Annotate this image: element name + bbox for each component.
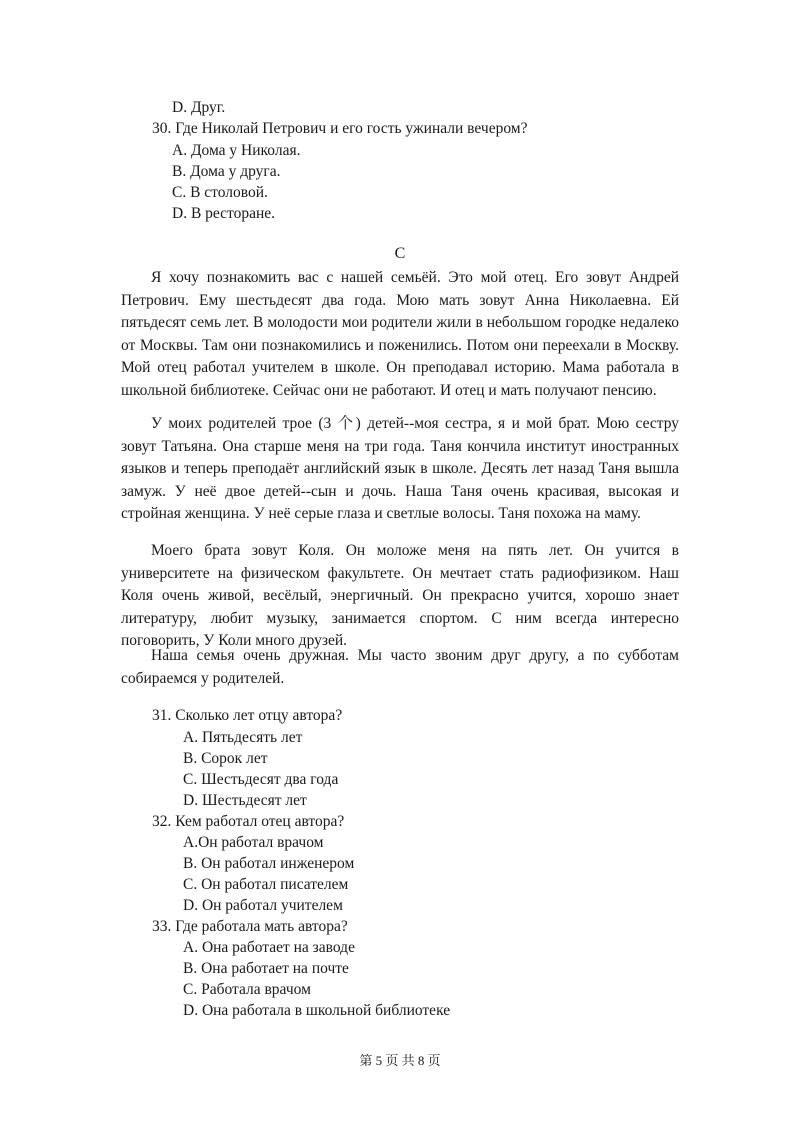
q30-option-b: B. Дома у друга. xyxy=(172,163,281,180)
q32-option-d: D. Он работал учителем xyxy=(183,897,343,914)
q31-option-c: C. Шестьдесят два года xyxy=(183,771,339,788)
q30-option-a: A. Дома у Николая. xyxy=(172,142,301,159)
q33-option-a: A. Она работает на заводе xyxy=(183,939,355,956)
page-number-footer: 第 5 页 共 8 页 xyxy=(359,1053,441,1068)
q32-option-c: C. Он работал писателем xyxy=(183,876,349,893)
question-31: 31. Сколько лет отцу автора? xyxy=(152,707,343,724)
q33-option-b: B. Она работает на почте xyxy=(183,960,349,977)
q30-option-c: C. В столовой. xyxy=(172,184,268,201)
q33-option-c: C. Работала врачом xyxy=(183,981,311,998)
reading-paragraph-4: Наша семья очень дружная. Мы часто звоним друг другу, а по субботам собираемся у родителей. xyxy=(121,647,679,687)
q33-option-d: D. Она работала в школьной библиотеке xyxy=(183,1002,451,1019)
question-33: 33. Где работала мать автора? xyxy=(152,918,348,935)
reading-paragraph-3: Моего брата зовут Коля. Он моложе меня на пять лет. Он учится в университете на физическом факультете. Он мечтает стать радиофизиком. Наш Коля очень живой, весёлый, энергичный. Он прекрасно учится, хорошо знает литературу, любит музыку, занимается спортом. С ним всегда интересно поговорить, У Коли много друзей. xyxy=(121,542,679,649)
q32-option-b: B. Он работал инженером xyxy=(183,855,355,872)
q29-option-d: D. Друг. xyxy=(172,99,226,116)
q30-option-d: D. В ресторане. xyxy=(172,205,276,222)
reading-paragraph-2: У моих родителей трое (3 个) детей--моя сестра, я и мой брат. Мою сестру зовут Татьяна. Она старше меня на три года. Таня кончила институт иностранных языков и теперь преподаёт английский язык в школе. Десять лет назад Таня вышла замуж. У неё двое детей--сын и дочь. Наша Таня очень красивая, высокая и стройная женщина. У неё серые глаза и светлые волосы. Таня похожа на маму. xyxy=(121,415,679,522)
q32-option-a: A.Он работал врачом xyxy=(183,834,324,851)
question-32: 32. Кем работал отец автора? xyxy=(152,813,345,830)
q31-option-a: A. Пятьдесять лет xyxy=(183,729,303,746)
q31-option-b: B. Сорок лет xyxy=(183,750,268,767)
q31-option-d: D. Шестьдесят лет xyxy=(183,792,307,809)
section-heading: C xyxy=(394,245,406,262)
reading-paragraph-1: Я хочу познакомить вас с нашей семьёй. Это мой отец. Его зовут Андрей Петрович. Ему шестьдесят два года. Мою мать зовут Анна Николаевна. Ей пятьдесят семь лет. В молодости мои родители жили в небольшом городке недалеко от Москвы. Там они познакомились и поженились. Потом они переехали в Москву. Мой отец работал учителем в школе. Он преподавал историю. Мама работала в школьной библиотеке. Сейчас они не работают. И отец и мать получают пенсию. xyxy=(121,269,679,399)
question-30: 30. Где Николай Петрович и его гость ужинали вечером? xyxy=(152,120,528,137)
